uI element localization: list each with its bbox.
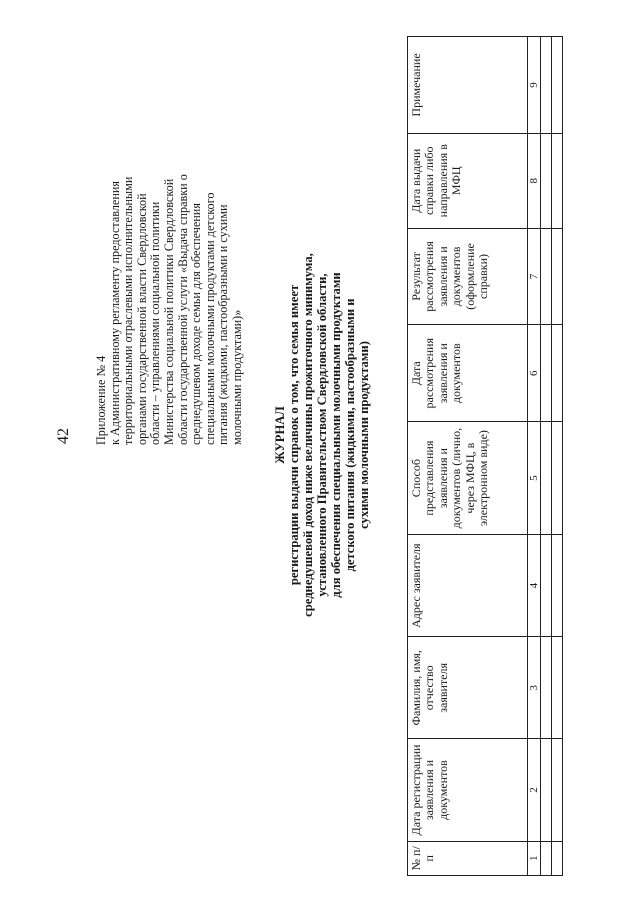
empty-cell [541, 535, 552, 637]
title-line: детского питания (жидкими, пастообразными и [343, 298, 357, 572]
empty-row [552, 37, 563, 876]
column-number: 3 [528, 637, 541, 739]
appendix-note [95, 25, 245, 445]
column-header: Результат рассмотрения заявления и документов (оформление справки) [408, 228, 528, 325]
empty-cell [552, 637, 563, 739]
appendix-line: Министерства социальной политики Свердловской [161, 178, 176, 445]
appendix-line: к Административному регламенту предоставления [107, 181, 122, 445]
column-header: Фамилия, имя, отчество заявителя [408, 637, 528, 739]
column-number-row [528, 37, 541, 876]
column-number: 7 [528, 228, 541, 325]
empty-cell [541, 133, 552, 228]
empty-cell [552, 422, 563, 535]
empty-cell [541, 422, 552, 535]
empty-cell [552, 228, 563, 325]
empty-cell [541, 325, 552, 422]
appendix-line: органами государственной власти Свердловской [134, 193, 149, 445]
journal-table [407, 36, 563, 876]
empty-cell [552, 739, 563, 841]
empty-cell [541, 228, 552, 325]
column-header: № п/п [408, 841, 528, 875]
appendix-line: среднедушевом доходе семьи для обеспечения [189, 203, 204, 445]
title-line: сухими молочными продуктами) [357, 341, 371, 529]
title-line: регистрации выдачи справок о том, что семья имеет [287, 284, 301, 586]
page-number: 42 [55, 428, 72, 444]
column-header: Дата рассмотрения заявления и документов [408, 325, 528, 422]
empty-row [541, 37, 552, 876]
journal-title [273, 135, 371, 735]
empty-cell [541, 841, 552, 875]
empty-cell [541, 739, 552, 841]
appendix-line: территориальными отраслевыми исполнительными [121, 176, 136, 445]
column-header: Дата выдачи справки либо направления в МФЦ [408, 133, 528, 228]
appendix-line: области государственной услуги «Выдача справки о [175, 174, 190, 445]
column-number: 8 [528, 133, 541, 228]
title-line: среднедушевой доход ниже величины прожиточного минимума, [301, 253, 315, 617]
appendix-line: питания (жидкими, пастообразными и сухими [216, 204, 231, 445]
column-number: 1 [528, 841, 541, 875]
empty-cell [552, 325, 563, 422]
column-number: 2 [528, 739, 541, 841]
column-number: 9 [528, 37, 541, 134]
column-header: Адрес заявителя [408, 535, 528, 637]
column-number: 4 [528, 535, 541, 637]
rotated-sheet [95, 30, 640, 890]
appendix-line: области – управлениями социальной политики [148, 201, 163, 445]
empty-cell [541, 37, 552, 134]
appendix-line: молочными продуктами)» [229, 309, 244, 445]
journal-heading: ЖУРНАЛ [273, 406, 287, 464]
appendix-line: специальными молочными продуктами детского [202, 192, 217, 445]
column-header: Дата регистрации заявления и документов [408, 739, 528, 841]
empty-cell [552, 535, 563, 637]
empty-cell [541, 637, 552, 739]
column-number: 6 [528, 325, 541, 422]
title-line: установленного Правительством Свердловской области, [315, 273, 329, 597]
empty-cell [552, 841, 563, 875]
empty-cell [552, 133, 563, 228]
empty-cell [552, 37, 563, 134]
appendix-line: Приложение № 4 [94, 355, 108, 445]
column-header: Примечание [408, 37, 528, 134]
column-number: 5 [528, 422, 541, 535]
title-line: для обеспечения специальными молочными продуктами [329, 272, 343, 598]
column-header: Способ представления заявления и документов (лично, через МФЦ, в электронном виде) [408, 422, 528, 535]
header-row [408, 37, 528, 876]
